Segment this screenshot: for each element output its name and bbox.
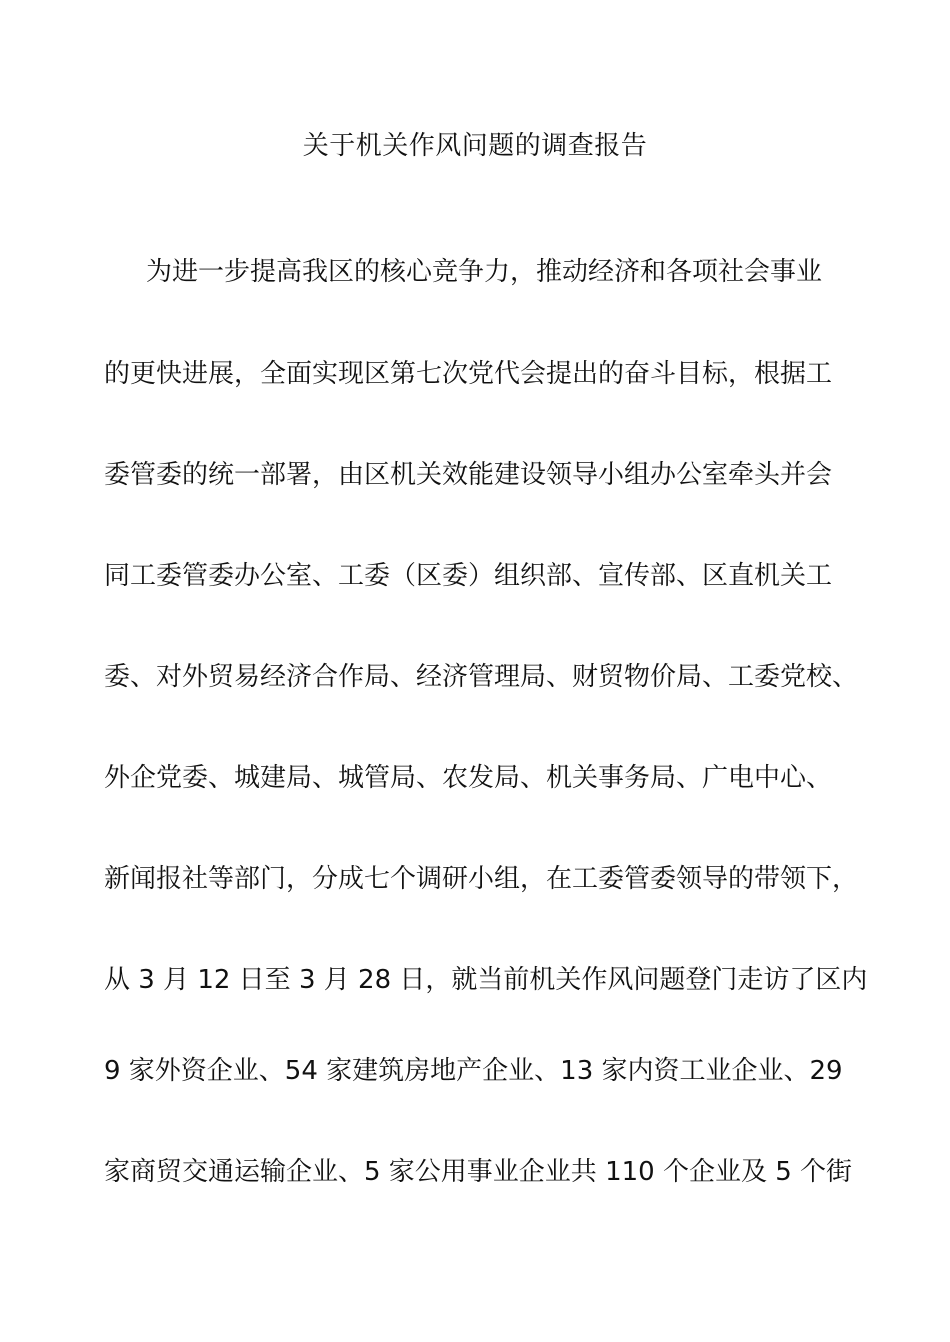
paragraph-line: 9 家外资企业、54 家建筑房地产企业、13 家内资工业企业、29 xyxy=(104,1056,843,1086)
paragraph-line: 新闻报社等部门，分成七个调研小组，在工委管委领导的带领下， xyxy=(104,864,859,894)
paragraph-line: 的更快进展，全面实现区第七次党代会提出的奋斗目标，根据工 xyxy=(104,359,833,389)
paragraph-line: 同工委管委办公室、工委（区委）组织部、宣传部、区直机关工 xyxy=(104,561,833,591)
paragraph-line: 委、对外贸易经济合作局、经济管理局、财贸物价局、工委党校、 xyxy=(104,662,859,692)
paragraph-line: 委管委的统一部署，由区机关效能建设领导小组办公室牵头并会 xyxy=(104,460,833,490)
document-title: 关于机关作风问题的调查报告 xyxy=(302,131,648,161)
paragraph-line: 外企党委、城建局、城管局、农发局、机关事务局、广电中心、 xyxy=(104,763,833,793)
paragraph-line: 家商贸交通运输企业、5 家公用事业企业共 110 个企业及 5 个街 xyxy=(104,1157,853,1187)
paragraph-line: 从 3 月 12 日至 3 月 28 日，就当前机关作风问题登门走访了区内 xyxy=(104,965,868,995)
paragraph-line: 为进一步提高我区的核心竞争力，推动经济和各项社会事业 xyxy=(146,257,823,287)
